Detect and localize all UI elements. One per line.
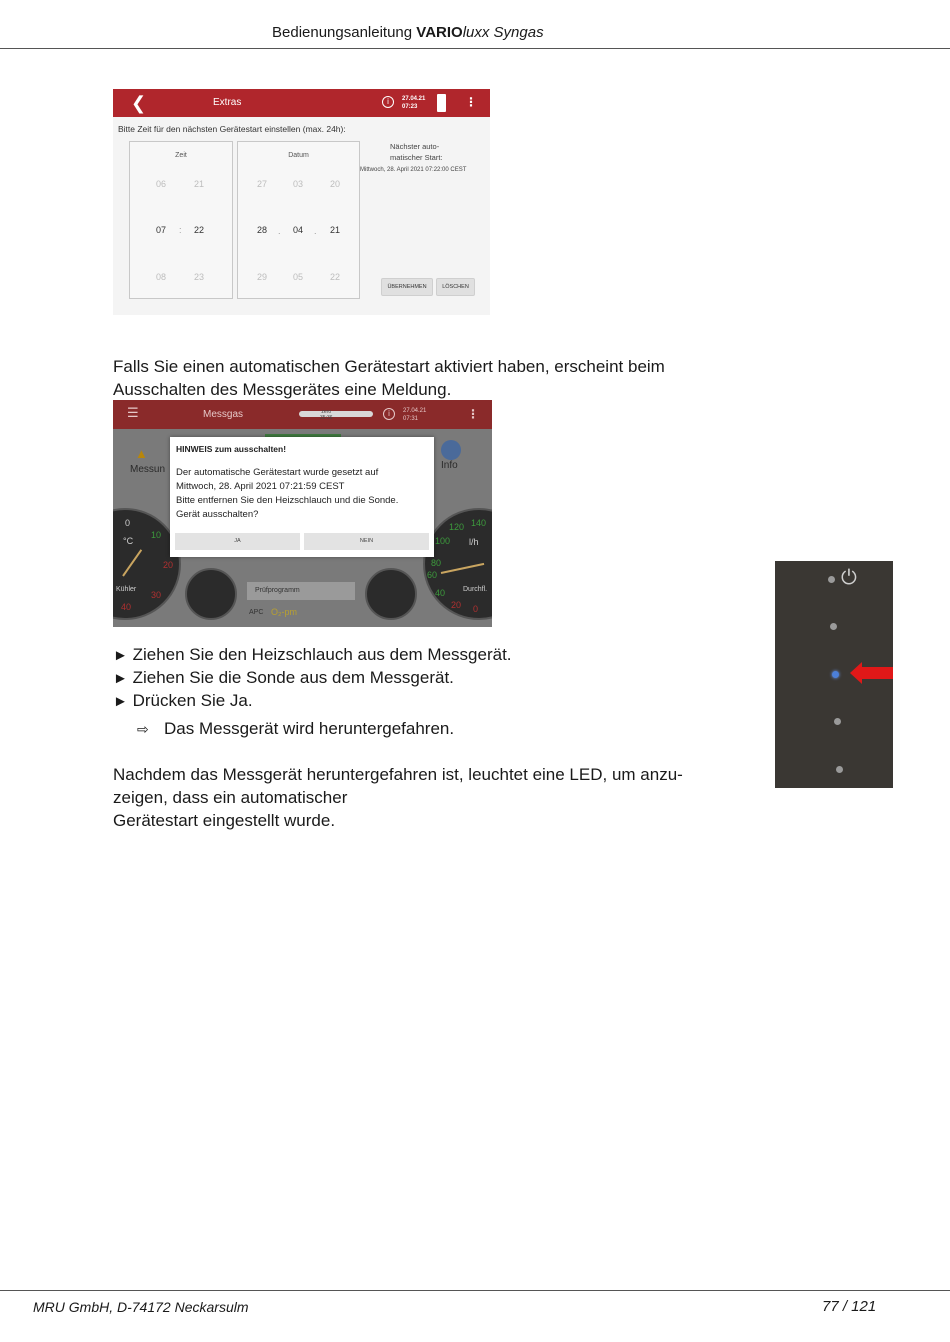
shutdown-dialog <box>170 437 434 557</box>
bullet-triangle-icon: ► <box>113 647 128 664</box>
info-circle-icon[interactable] <box>441 440 461 460</box>
paragraph-led-line1: Nachdem das Messgerät heruntergefahren ist, leuchtet eine LED, um anzu- <box>113 765 683 784</box>
minute-next[interactable]: 23 <box>194 272 205 282</box>
info-label[interactable]: Info <box>441 460 458 471</box>
date-picker[interactable]: Datum 27 03 20 28 . 04 . 21 29 05 22 <box>237 141 360 299</box>
cooler-label: Kühler <box>116 586 137 593</box>
month-prev[interactable]: 03 <box>293 179 304 189</box>
footer-page-number: 77 / 121 <box>822 1298 877 1315</box>
paragraph-led-line2: zeigen, dass ein automatischer <box>113 788 348 807</box>
hour-selected[interactable]: 07 <box>156 225 167 235</box>
more-vert-icon[interactable]: ⋮ <box>467 407 479 421</box>
hour-next[interactable]: 08 <box>156 272 167 282</box>
screenshot-messgas: ☰ Messgas zero 35:36 i 27.04.21 07:31 ⋮ Messun ▲ Info 0 10 20 30 40 °C Kühler 120 140 100 80 60 40 20 0 l/h Durchfl. Prüfprogramm APC O₂-pm HINWEIS zum ausschalten! Der automatische Gerätestart wurde gesetzt auf Mittwoch, 28. April 2021 07:21:59 CEST Bitte entfernen Sie den Heizschlauch und die Sonde. Gerät ausschalten? JA NEIN <box>113 400 492 627</box>
time-picker[interactable]: Zeit 06 21 07 : 22 08 23 <box>129 141 233 299</box>
zero-progress-bar <box>299 411 373 417</box>
result-arrow-icon: ⇨ <box>137 721 149 737</box>
power-icon: ⏻ <box>841 567 857 589</box>
page-header <box>0 0 950 49</box>
step-item: ► Ziehen Sie den Heizschlauch aus dem Messgerät. <box>113 645 512 664</box>
year-prev[interactable]: 20 <box>330 179 341 189</box>
dialog-line: Gerät ausschalten? <box>176 509 259 520</box>
dialog-line: Mittwoch, 28. April 2021 07:21:59 CEST <box>176 481 345 492</box>
delete-button[interactable]: LÖSCHEN <box>436 278 475 296</box>
hour-prev[interactable]: 06 <box>156 179 167 189</box>
more-vert-icon[interactable]: ⋮ <box>465 95 477 109</box>
day-prev[interactable]: 27 <box>257 179 268 189</box>
step-item: ► Ziehen Sie die Sonde aus dem Messgerät. <box>113 668 454 687</box>
app-bar-dimmed <box>113 400 492 429</box>
red-arrow-icon <box>850 662 862 684</box>
no-button[interactable]: NEIN <box>304 533 429 550</box>
datetime: 27.04.21 07:23 <box>402 96 426 110</box>
app-bar-title: Extras <box>213 97 242 108</box>
led-power <box>828 576 835 583</box>
year-next[interactable]: 22 <box>330 272 341 282</box>
step-item: ► Drücken Sie Ja. <box>113 691 253 710</box>
app-bar <box>113 89 490 117</box>
app-bar-title: Messgas <box>203 409 244 420</box>
dialog-title: HINWEIS zum ausschalten! <box>176 444 287 454</box>
led-photo <box>775 561 893 788</box>
month-selected[interactable]: 04 <box>293 225 304 235</box>
cooler-unit: °C <box>123 536 134 546</box>
header-title: Bedienungsanleitung VARIOluxx Syngas <box>272 24 544 41</box>
paragraph-intro-line2: Ausschalten des Messgerätes eine Meldung. <box>113 380 452 399</box>
time-picker-label: Zeit <box>175 152 187 159</box>
apply-button[interactable]: ÜBERNEHMEN <box>381 278 433 296</box>
paragraph-intro-line1: Falls Sie einen automatischen Gerätestart aktiviert haben, erscheint beim <box>113 357 665 376</box>
datetime: 27.04.21 07:31 <box>403 408 427 422</box>
no2-gauge <box>365 568 417 620</box>
day-next[interactable]: 29 <box>257 272 268 282</box>
flow-unit: l/h <box>469 537 479 547</box>
timer-prompt: Bitte Zeit für den nächsten Gerätestart einstellen (max. 24h): <box>118 124 346 134</box>
next-start-label: Nächster auto- matischer Start: <box>390 142 443 162</box>
minute-prev[interactable]: 21 <box>194 179 205 189</box>
apc-label: APC <box>249 609 264 616</box>
info-icon[interactable]: i <box>382 96 394 108</box>
led <box>830 623 837 630</box>
dialog-line: Der automatische Gerätestart wurde gesetzt auf <box>176 467 379 478</box>
next-start-value: Mittwoch, 28. April 2021 07:22:00 CEST <box>360 167 467 173</box>
o2-label: O₂-pm <box>271 607 297 617</box>
bottle-icon: ▲ <box>135 446 148 461</box>
nox-gauge <box>185 568 237 620</box>
red-arrow-shaft <box>862 667 893 679</box>
back-icon[interactable]: ❮ <box>131 93 147 113</box>
month-next[interactable]: 05 <box>293 272 304 282</box>
bullet-triangle-icon: ► <box>113 693 128 710</box>
info-icon[interactable]: i <box>383 408 395 420</box>
dialog-body <box>176 466 398 522</box>
bullet-triangle-icon: ► <box>113 670 128 687</box>
measure-label: Messun <box>130 464 166 475</box>
yes-button[interactable]: JA <box>175 533 300 550</box>
day-selected[interactable]: 28 <box>257 225 268 235</box>
paragraph-led-line3: Gerätestart eingestellt wurde. <box>113 811 336 830</box>
battery-icon <box>437 94 446 112</box>
date-picker-label: Datum <box>288 152 309 159</box>
dialog-line: Bitte entfernen Sie den Heizschlauch und die Sonde. <box>176 495 399 506</box>
minute-selected[interactable]: 22 <box>194 225 205 235</box>
led <box>834 718 841 725</box>
step-result: ⇨ Das Messgerät wird heruntergefahren. <box>137 717 454 741</box>
led-blue-active <box>832 671 839 678</box>
footer-company: MRU GmbH, D-74172 Neckarsulm <box>33 1299 249 1315</box>
progress-text: zero 35:36 <box>320 409 333 421</box>
flow-label: Durchfl. <box>463 586 488 593</box>
menu-icon[interactable]: ☰ <box>127 405 139 420</box>
screenshot-extras <box>113 89 490 315</box>
page-footer-rule <box>0 1290 950 1291</box>
test-program-select[interactable]: Prüfprogramm <box>247 582 355 600</box>
led <box>836 766 843 773</box>
year-selected[interactable]: 21 <box>330 225 341 235</box>
